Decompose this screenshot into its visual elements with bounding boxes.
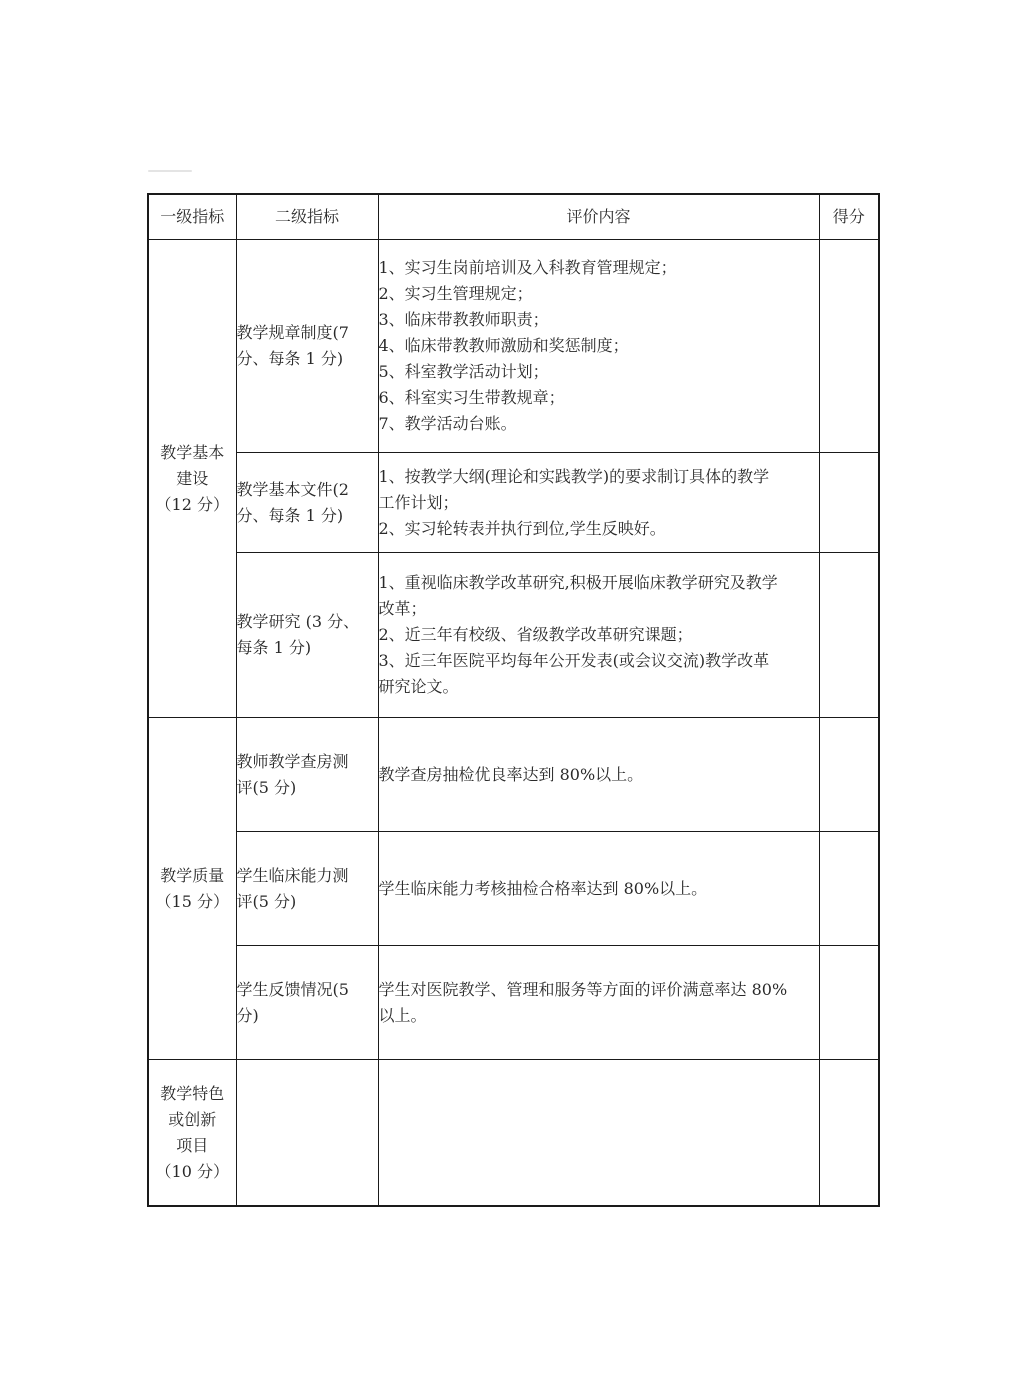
level1-text: 教学基本 — [160, 442, 225, 462]
level2-text: 学生反馈情况(5 — [236, 979, 349, 999]
content-text: 学生临床能力考核抽检合格率达到 80%以上。 — [378, 878, 708, 898]
page-mark — [148, 170, 192, 172]
content-cell — [378, 553, 819, 718]
score-cell[interactable] — [819, 832, 879, 946]
score-cell[interactable] — [819, 453, 879, 553]
table-row — [148, 553, 879, 718]
level2-cell — [236, 553, 378, 718]
content-text: 1、重视临床教学改革研究,积极开展临床教学研究及教学 — [378, 573, 778, 592]
level2-cell — [236, 453, 378, 553]
table-row — [148, 453, 879, 553]
level1-text: 建设 — [176, 468, 209, 488]
content-text: 改革； — [378, 599, 427, 618]
level2-text: 教学研究 (3 分、 — [236, 612, 360, 631]
content-text: 3、近三年医院平均每年公开发表(或会议交流)教学改革 — [378, 651, 770, 670]
level2-text: 评(5 分) — [236, 777, 297, 797]
level1-text: （15 分） — [155, 891, 229, 911]
table-row — [148, 946, 879, 1060]
table-row — [148, 832, 879, 946]
level1-text: 教学质量 — [160, 865, 225, 885]
level1-text: （10 分） — [155, 1161, 229, 1181]
level1-text: （12 分） — [155, 494, 229, 514]
level2-text: 教师教学查房测 — [236, 751, 349, 771]
table-row — [148, 718, 879, 832]
content-text: 2、实习轮转表并执行到位,学生反映好。 — [378, 518, 666, 538]
level1-text: 项目 — [176, 1135, 209, 1155]
level1-cell-quality — [148, 718, 236, 1060]
level2-cell — [236, 240, 378, 453]
level2-text: 教学基本文件(2 — [236, 479, 349, 499]
level2-text: 学生临床能力测 — [236, 865, 349, 885]
score-cell[interactable] — [819, 946, 879, 1060]
evaluation-table — [147, 193, 880, 1207]
level2-text: 每条 1 分) — [236, 638, 312, 657]
content-text: 5、科室教学活动计划； — [378, 362, 549, 381]
level2-cell-empty — [236, 1060, 378, 1207]
content-text: 7、教学活动台账。 — [378, 414, 517, 433]
content-cell — [378, 718, 819, 832]
header-content: 评价内容 — [378, 194, 819, 240]
content-cell — [378, 946, 819, 1060]
level2-text: 分) — [236, 1005, 259, 1025]
level1-text: 教学特色 — [160, 1083, 225, 1103]
level2-cell — [236, 718, 378, 832]
content-text: 2、实习生管理规定； — [378, 284, 533, 303]
content-text: 研究论文。 — [378, 677, 459, 696]
content-cell — [378, 453, 819, 553]
content-text: 1、实习生岗前培训及入科教育管理规定； — [378, 258, 677, 277]
level2-text: 教学规章制度(7 — [236, 323, 349, 342]
content-cell — [378, 832, 819, 946]
content-text: 以上。 — [378, 1005, 427, 1025]
header-score: 得分 — [819, 194, 879, 240]
header-row — [148, 194, 879, 240]
score-cell[interactable] — [819, 718, 879, 832]
level1-cell-basic — [148, 240, 236, 718]
header-level2: 二级指标 — [236, 194, 378, 240]
level2-cell — [236, 946, 378, 1060]
content-text: 4、临床带教教师激励和奖惩制度； — [378, 336, 629, 355]
level1-text: 或创新 — [168, 1109, 217, 1129]
content-text: 教学查房抽检优良率达到 80%以上。 — [378, 764, 644, 784]
content-text: 工作计划； — [378, 492, 459, 512]
level2-text: 分、每条 1 分) — [236, 349, 344, 368]
score-cell[interactable] — [819, 553, 879, 718]
level2-text: 分、每条 1 分) — [236, 505, 344, 525]
content-text: 学生对医院教学、管理和服务等方面的评价满意率达 80% — [378, 979, 788, 999]
content-cell — [378, 240, 819, 453]
table-row — [148, 240, 879, 453]
content-text: 6、科室实习生带教规章； — [378, 388, 565, 407]
content-text: 1、按教学大纲(理论和实践教学)的要求制订具体的教学 — [378, 466, 770, 486]
table-row — [148, 1060, 879, 1207]
score-cell[interactable] — [819, 240, 879, 453]
score-cell[interactable] — [819, 1060, 879, 1207]
content-text: 3、临床带教教师职责； — [378, 310, 549, 329]
content-cell-empty — [378, 1060, 819, 1207]
header-level1: 一级指标 — [148, 194, 236, 240]
content-text: 2、近三年有校级、省级教学改革研究课题； — [378, 625, 693, 644]
level1-cell-innovation — [148, 1060, 236, 1207]
level2-cell — [236, 832, 378, 946]
level2-text: 评(5 分) — [236, 891, 297, 911]
